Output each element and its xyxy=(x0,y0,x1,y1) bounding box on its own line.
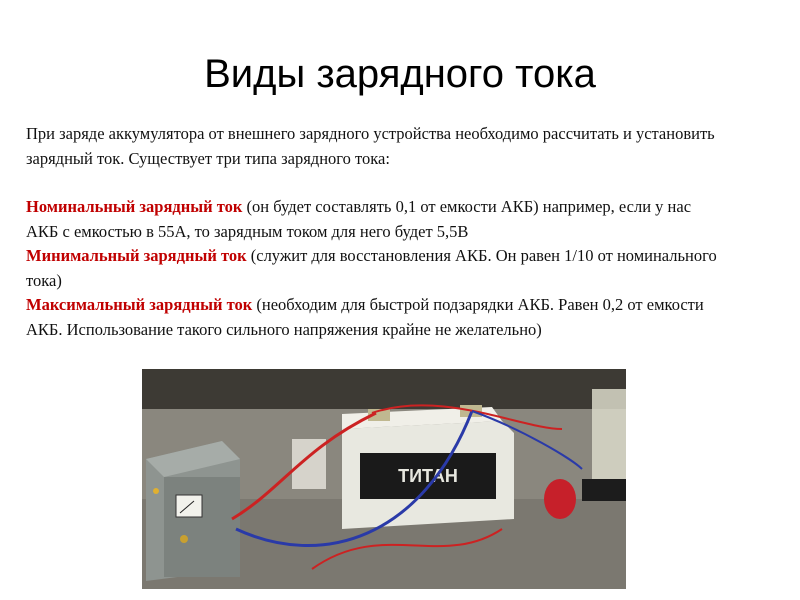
charge-type-minimal xyxy=(26,244,726,293)
intro-text: При заряде аккумулятора от внешнего зарядного устройства необходимо рассчитать и установить зарядный ток. Существует три типа зарядного тока: xyxy=(26,124,715,168)
charge-type-nominal xyxy=(26,195,726,244)
paragraph-gap xyxy=(26,171,726,195)
tool-handle xyxy=(582,479,626,501)
charge-type-name: Минимальный зарядный ток xyxy=(26,246,247,265)
charger-indicator xyxy=(153,488,159,494)
charge-type-name: Максимальный зарядный ток xyxy=(26,295,253,314)
battery-charging-photo xyxy=(142,369,626,589)
red-cap xyxy=(544,479,576,519)
battery xyxy=(342,405,514,529)
charge-type-desc: (необходим для быстрой подзарядки АКБ. Равен 0,2 от емкости АКБ. Использование такого сильного напряжения крайне не желательно) xyxy=(26,295,704,339)
charger-gauge xyxy=(176,495,202,517)
photo-wall xyxy=(142,369,626,409)
slide-body xyxy=(26,122,726,342)
charge-type-desc: (служит для восстановления АКБ. Он равен 1/10 от номинального тока) xyxy=(26,246,717,290)
slide-title: Виды зарядного тока xyxy=(204,52,596,96)
battery-label: ТИТАН xyxy=(398,466,458,486)
charge-type-name: Номинальный зарядный ток xyxy=(26,197,243,216)
charge-type-maximal xyxy=(26,293,726,342)
charger-device xyxy=(146,441,240,581)
charge-type-desc: (он будет составлять 0,1 от емкости АКБ) например, если у нас АКБ с емкостью в 55А, то зарядным током для него будет 5,5В xyxy=(26,197,692,241)
charger-knob xyxy=(180,535,188,543)
